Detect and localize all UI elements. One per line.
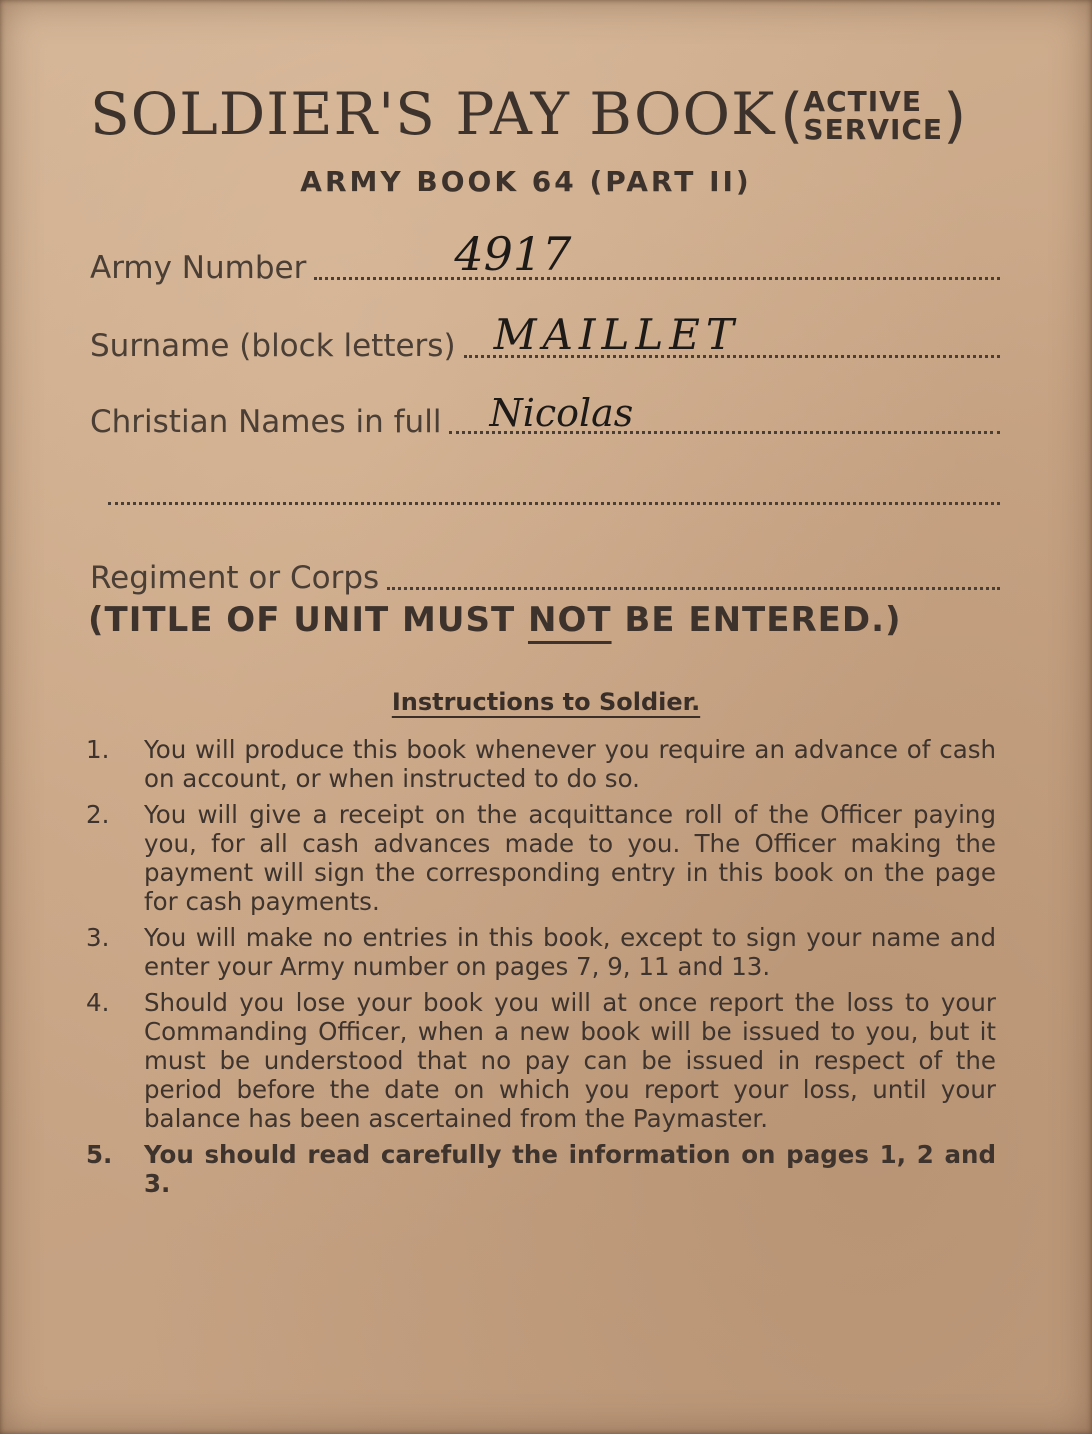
title-row	[90, 80, 1010, 160]
surname-label: Surname (block letters)	[90, 328, 456, 364]
unit-note-emphasis: NOT	[527, 600, 612, 640]
army-number-value: 4917	[454, 227, 572, 281]
unit-note-after: BE ENTERED.)	[611, 600, 902, 640]
surname-value: MAILLET	[493, 310, 740, 359]
unit-note-before: (TITLE OF UNIT MUST	[88, 600, 528, 640]
christian-names-value: Nicolas	[489, 391, 634, 435]
instruction-text: You will produce this book whenever you require an advance of cash on account, or when instructed to do so.	[144, 735, 996, 793]
instruction-item	[86, 735, 996, 793]
instruction-number: 4.	[86, 988, 110, 1017]
book-title: SOLDIER'S PAY BOOK	[90, 80, 776, 148]
regiment-field	[90, 546, 1000, 596]
instructions-list	[86, 735, 996, 1205]
instructions-heading-text: Instructions to Soldier.	[391, 688, 701, 716]
christian-names-field	[90, 390, 1000, 440]
service-word: SERVICE	[803, 113, 944, 146]
christian-names-label: Christian Names in full	[90, 404, 442, 440]
active-service-label	[780, 81, 967, 151]
paren-open: (	[780, 81, 804, 151]
army-number-label: Army Number	[90, 250, 307, 286]
active-word: ACTIVE	[803, 85, 922, 118]
army-number-line	[314, 227, 1000, 281]
instruction-number: 5.	[86, 1140, 113, 1169]
instruction-item	[86, 988, 996, 1133]
instruction-number: 3.	[86, 923, 110, 952]
instruction-text: Should you lose your book you will at once report the loss to your Commanding Officer, when a new book will be issued to you, but it must be understood that no pay can be issued in respect of the period before the date on which you report your loss, until your balance has been ascertained from the Paymaster.	[144, 988, 996, 1133]
active-service-stack	[803, 85, 944, 146]
surname-field	[90, 310, 1000, 364]
regiment-line	[387, 557, 1000, 590]
instruction-item	[86, 800, 996, 916]
instruction-number: 1.	[86, 735, 110, 764]
instruction-number: 2.	[86, 800, 110, 829]
instruction-text: You should read carefully the information on pages 1, 2 and 3.	[144, 1140, 996, 1198]
book-subtitle: ARMY BOOK 64 (PART II)	[300, 165, 752, 198]
instruction-item	[86, 1140, 996, 1198]
army-number-field	[90, 227, 1000, 286]
paren-close: )	[943, 81, 967, 151]
instruction-text: You will give a receipt on the acquittance roll of the Officer paying you, for all cash advances made to you. The Officer making the payment will sign the corresponding entry in this book on the page for cash payments.	[144, 800, 996, 916]
instruction-text: You will make no entries in this book, except to sign your name and enter your Army number on pages 7, 9, 11 and 13.	[144, 923, 996, 981]
instructions-heading	[0, 688, 1092, 716]
christian-names-line	[449, 391, 1000, 435]
unit-title-warning	[88, 600, 1008, 640]
regiment-label: Regiment or Corps	[90, 560, 380, 596]
instruction-item	[86, 923, 996, 981]
christian-names-continuation-line	[108, 498, 1000, 505]
surname-line	[464, 310, 1000, 359]
